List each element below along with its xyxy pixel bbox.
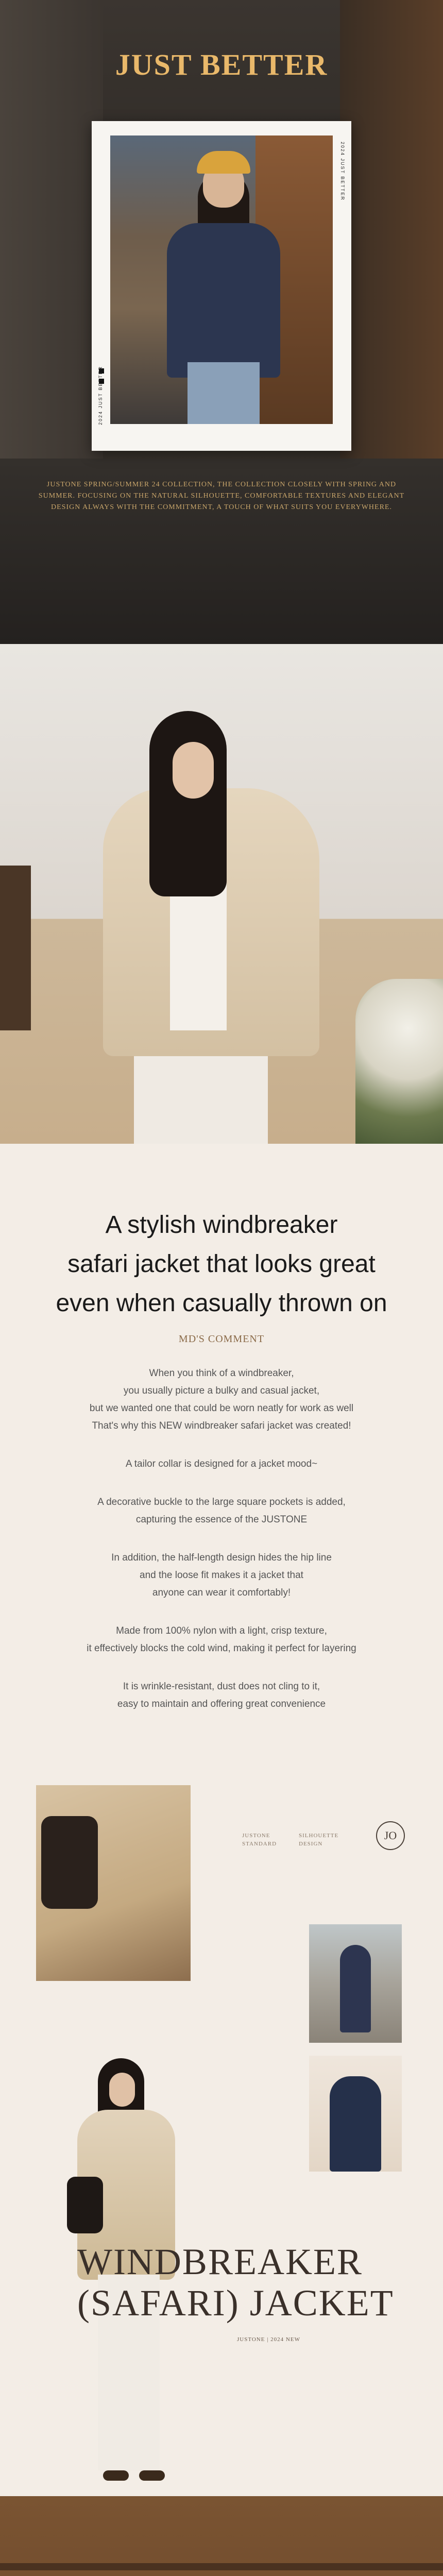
shoe (139, 2470, 165, 2481)
polaroid-side-text-bottom: 2024 JUST BETTER (98, 366, 103, 425)
walking-model-photo (309, 1924, 402, 2043)
paragraph (0, 1455, 443, 1473)
model-figure (330, 2076, 381, 2172)
product-title-line: WINDBREAKER (77, 2241, 363, 2282)
flower-bouquet (355, 979, 443, 1144)
navy-jacket-photo (309, 2056, 402, 2172)
paragraph-line: and the loose fit makes it a jacket that (140, 1570, 303, 1581)
collage-section (0, 1775, 443, 2496)
md-comment-section (0, 1144, 443, 1775)
md-comment-body (0, 1365, 443, 1713)
collage-small-text-line: JUSTONE (242, 1833, 270, 1839)
paragraph-line: In addition, the half-length design hides the hip line (111, 1552, 332, 1563)
paragraph (0, 1365, 443, 1435)
model-photo (110, 135, 333, 424)
about-section (0, 2496, 443, 2576)
paragraph (0, 1678, 443, 1713)
model-cap (197, 151, 250, 174)
collage-small-text-line: DESIGN (299, 1841, 323, 1847)
polaroid-frame (92, 121, 351, 451)
paragraph-line: A tailor collar is designed for a jacket mood~ (125, 1459, 318, 1469)
black-bag (41, 1816, 98, 1909)
model-hair (149, 711, 227, 896)
paragraph (0, 1494, 443, 1529)
model-figure (340, 1945, 371, 2032)
hero-caption: JUSTONE SPRING/SUMMER 24 COLLECTION, THE COLLECTION CLOSELY WITH SPRING AND SUMMER. FOCUSING ON THE NATURAL SILHOUETTE, COMFORTABLE TEXTURES AND ELEGANT DESIGN ALWAYS WITH THE COMMITMENT, A TOUCH OF WHAT SUITS YOU EVERYWHERE. (38, 481, 405, 511)
paragraph-line: easy to maintain and offering great convenience (117, 1699, 326, 1709)
headline-line: A stylish windbreaker (105, 1211, 338, 1239)
wooden-shelf (0, 866, 31, 1030)
collage-small-text (242, 1832, 277, 1848)
collage-small-text-line: STANDARD (242, 1841, 277, 1847)
bag-detail-photo (36, 1785, 191, 1981)
headline-line: safari jacket that looks great (67, 1250, 376, 1278)
model-face (109, 2073, 135, 2107)
paragraph-line: anyone can wear it comfortably! (152, 1587, 291, 1598)
model-jeans (188, 362, 260, 424)
hero-title: JUST BETTER (115, 48, 328, 81)
paragraph (0, 1549, 443, 1602)
polaroid-side-text-top: 2024 JUST BETTER (340, 142, 345, 201)
product-title-line: (SAFARI) JACKET (77, 2282, 394, 2324)
md-comment-label: MD'S COMMENT (178, 1333, 265, 1345)
model-photo-section (0, 644, 443, 1144)
paragraph-line: A decorative buckle to the large square pockets is added, (97, 1497, 346, 1507)
headline-line: even when casually thrown on (56, 1290, 387, 1317)
paragraph-line: It is wrinkle-resistant, dust does not cling to it, (123, 1681, 320, 1692)
product-subtitle: JUSTONE | 2024 NEW (237, 2336, 300, 2343)
model-face (173, 742, 214, 799)
brand-logo-icon: JO (376, 1821, 405, 1850)
model-navy-jacket (167, 223, 280, 378)
paragraph (0, 1622, 443, 1657)
collage-small-text-line: SILHOUETTE (299, 1833, 339, 1839)
clothing-rack (0, 2563, 443, 2570)
paragraph-line: capturing the essence of the JUSTONE (135, 1514, 308, 1525)
hero-section (0, 0, 443, 644)
paragraph-line: Made from 100% nylon with a light, crisp texture, (116, 1625, 327, 1636)
headline (0, 1206, 443, 1323)
paragraph-line: That's why this NEW windbreaker safari jacket was created! (92, 1420, 351, 1431)
shoe (103, 2470, 129, 2481)
paragraph-line: you usually picture a bulky and casual jacket, (123, 1385, 320, 1396)
paragraph-line: When you think of a windbreaker, (149, 1368, 294, 1379)
black-bag (67, 2177, 103, 2233)
product-title (77, 2241, 412, 2324)
white-pants (134, 1056, 268, 1144)
collage-small-text (299, 1832, 338, 1848)
paragraph-line: it effectively blocks the cold wind, making it perfect for layering (87, 1643, 356, 1654)
paragraph-line: but we wanted one that could be worn neatly for work as well (89, 1403, 354, 1414)
